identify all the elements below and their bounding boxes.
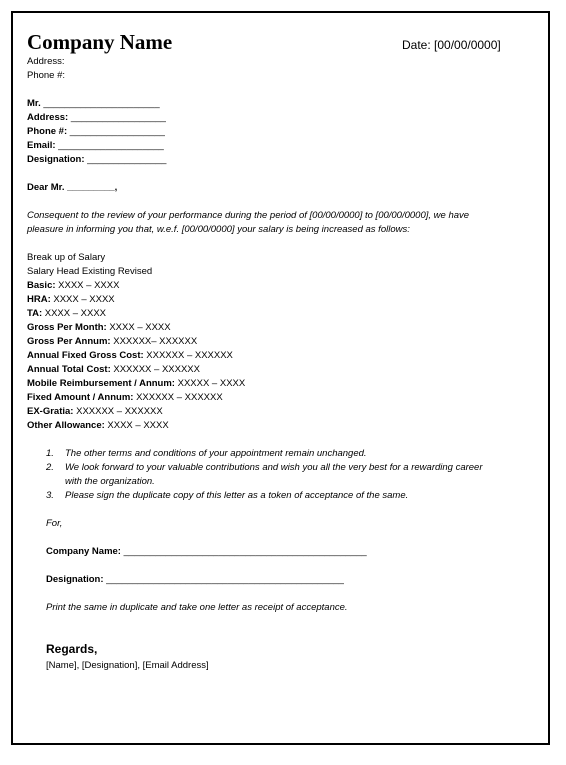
sign-designation (46, 573, 344, 587)
term-number: 1. (46, 448, 54, 459)
salary-row-label: Gross Per Annum: (27, 336, 111, 347)
salary-row-value: XXXX – XXXX (42, 308, 107, 319)
recipient-email-blank: ____________________ (55, 140, 164, 151)
sign-company-name-blank: ______________________________________________ (120, 546, 367, 557)
salary-row-value: XXXXXX – XXXXXX (143, 350, 233, 361)
salary-heading: Break up of Salary (27, 252, 106, 263)
recipient-designation-blank: _______________ (84, 154, 167, 165)
print-note: Print the same in duplicate and take one letter as receipt of acceptance. (46, 602, 348, 613)
regards-label: Regards, (46, 642, 98, 656)
salary-row-value: XXXX – XXXX (55, 280, 120, 291)
salary-row (27, 363, 200, 377)
salary-row-label: Annual Total Cost: (27, 364, 111, 375)
recipient-designation-label: Designation: (27, 154, 85, 165)
salary-row (27, 335, 197, 349)
salary-row-value: XXXX – XXXX (104, 420, 169, 431)
salary-row (27, 419, 169, 433)
recipient-name-label: Mr. (27, 98, 41, 109)
company-address-label: Address: (27, 56, 65, 67)
salary-row-value: XXXXXX – XXXXXX (133, 392, 223, 403)
salary-row-value: XXXXX – XXXX (174, 378, 246, 389)
salary-row-label: Fixed Amount / Annum: (27, 392, 134, 403)
salary-row (27, 321, 171, 335)
letter-page (11, 11, 550, 745)
salary-row (27, 293, 115, 307)
term-text-continued: with the organization. (65, 476, 155, 487)
salary-row-label: Basic: (27, 280, 56, 291)
recipient-phone-blank: __________________ (67, 126, 165, 137)
salary-row-value: XXXX – XXXX (50, 294, 115, 305)
term-text: Please sign the duplicate copy of this letter as a token of acceptance of the same. (65, 490, 409, 501)
signature-line: [Name], [Designation], [Email Address] (46, 660, 209, 671)
salary-row-label: TA: (27, 308, 43, 319)
salary-row (27, 377, 245, 391)
sign-company-name-label: Company Name: (46, 546, 121, 557)
recipient-address-label: Address: (27, 112, 69, 123)
salutation: Dear Mr. _________, (27, 182, 118, 193)
salary-row-label: Other Allowance: (27, 420, 105, 431)
sign-company-name (46, 545, 367, 559)
salary-row (27, 307, 106, 321)
term-number: 3. (46, 490, 54, 501)
salary-row-value: XXXX – XXXX (106, 322, 171, 333)
for-label: For, (46, 518, 63, 529)
salary-columns: Salary Head Existing Revised (27, 266, 153, 277)
term-number: 2. (46, 462, 54, 473)
salary-row (27, 391, 223, 405)
recipient-name-blank: ______________________ (40, 98, 160, 109)
salary-row-label: Annual Fixed Gross Cost: (27, 350, 144, 361)
date-field: Date: [00/00/0000] (402, 38, 501, 52)
salary-row-value: XXXXXX – XXXXXX (73, 406, 163, 417)
salary-row-value: XXXXXX– XXXXXX (110, 336, 198, 347)
salary-row-label: Mobile Reimbursement / Annum: (27, 378, 175, 389)
salary-row-value: XXXXXX – XXXXXX (110, 364, 200, 375)
recipient-address-blank: __________________ (68, 112, 166, 123)
salary-row-label: HRA: (27, 294, 51, 305)
salary-row-label: Gross Per Month: (27, 322, 107, 333)
sign-designation-blank: _____________________________________________ (103, 574, 344, 585)
recipient-email-label: Email: (27, 140, 56, 151)
company-phone-label: Phone #: (27, 70, 66, 81)
recipient-email (27, 139, 164, 153)
salary-row (27, 279, 119, 293)
salary-row-label: EX-Gratia: (27, 406, 74, 417)
recipient-phone (27, 125, 165, 139)
intro-line-1: Consequent to the review of your performance during the period of [00/00/0000] to [00/00/0000], we have (27, 210, 470, 221)
recipient-designation (27, 153, 166, 167)
company-name: Company Name (27, 30, 173, 54)
term-text: We look forward to your valuable contributions and wish you all the very best for a rewarding career (65, 462, 483, 473)
recipient-phone-label: Phone #: (27, 126, 68, 137)
term-text: The other terms and conditions of your appointment remain unchanged. (65, 448, 367, 459)
recipient-name (27, 97, 160, 111)
salary-row (27, 349, 233, 363)
sign-designation-label: Designation: (46, 574, 104, 585)
recipient-address (27, 111, 166, 125)
intro-line-2: pleasure in informing you that, w.e.f. [00/00/0000] your salary is being increased as follows: (27, 224, 410, 235)
salary-row (27, 405, 163, 419)
